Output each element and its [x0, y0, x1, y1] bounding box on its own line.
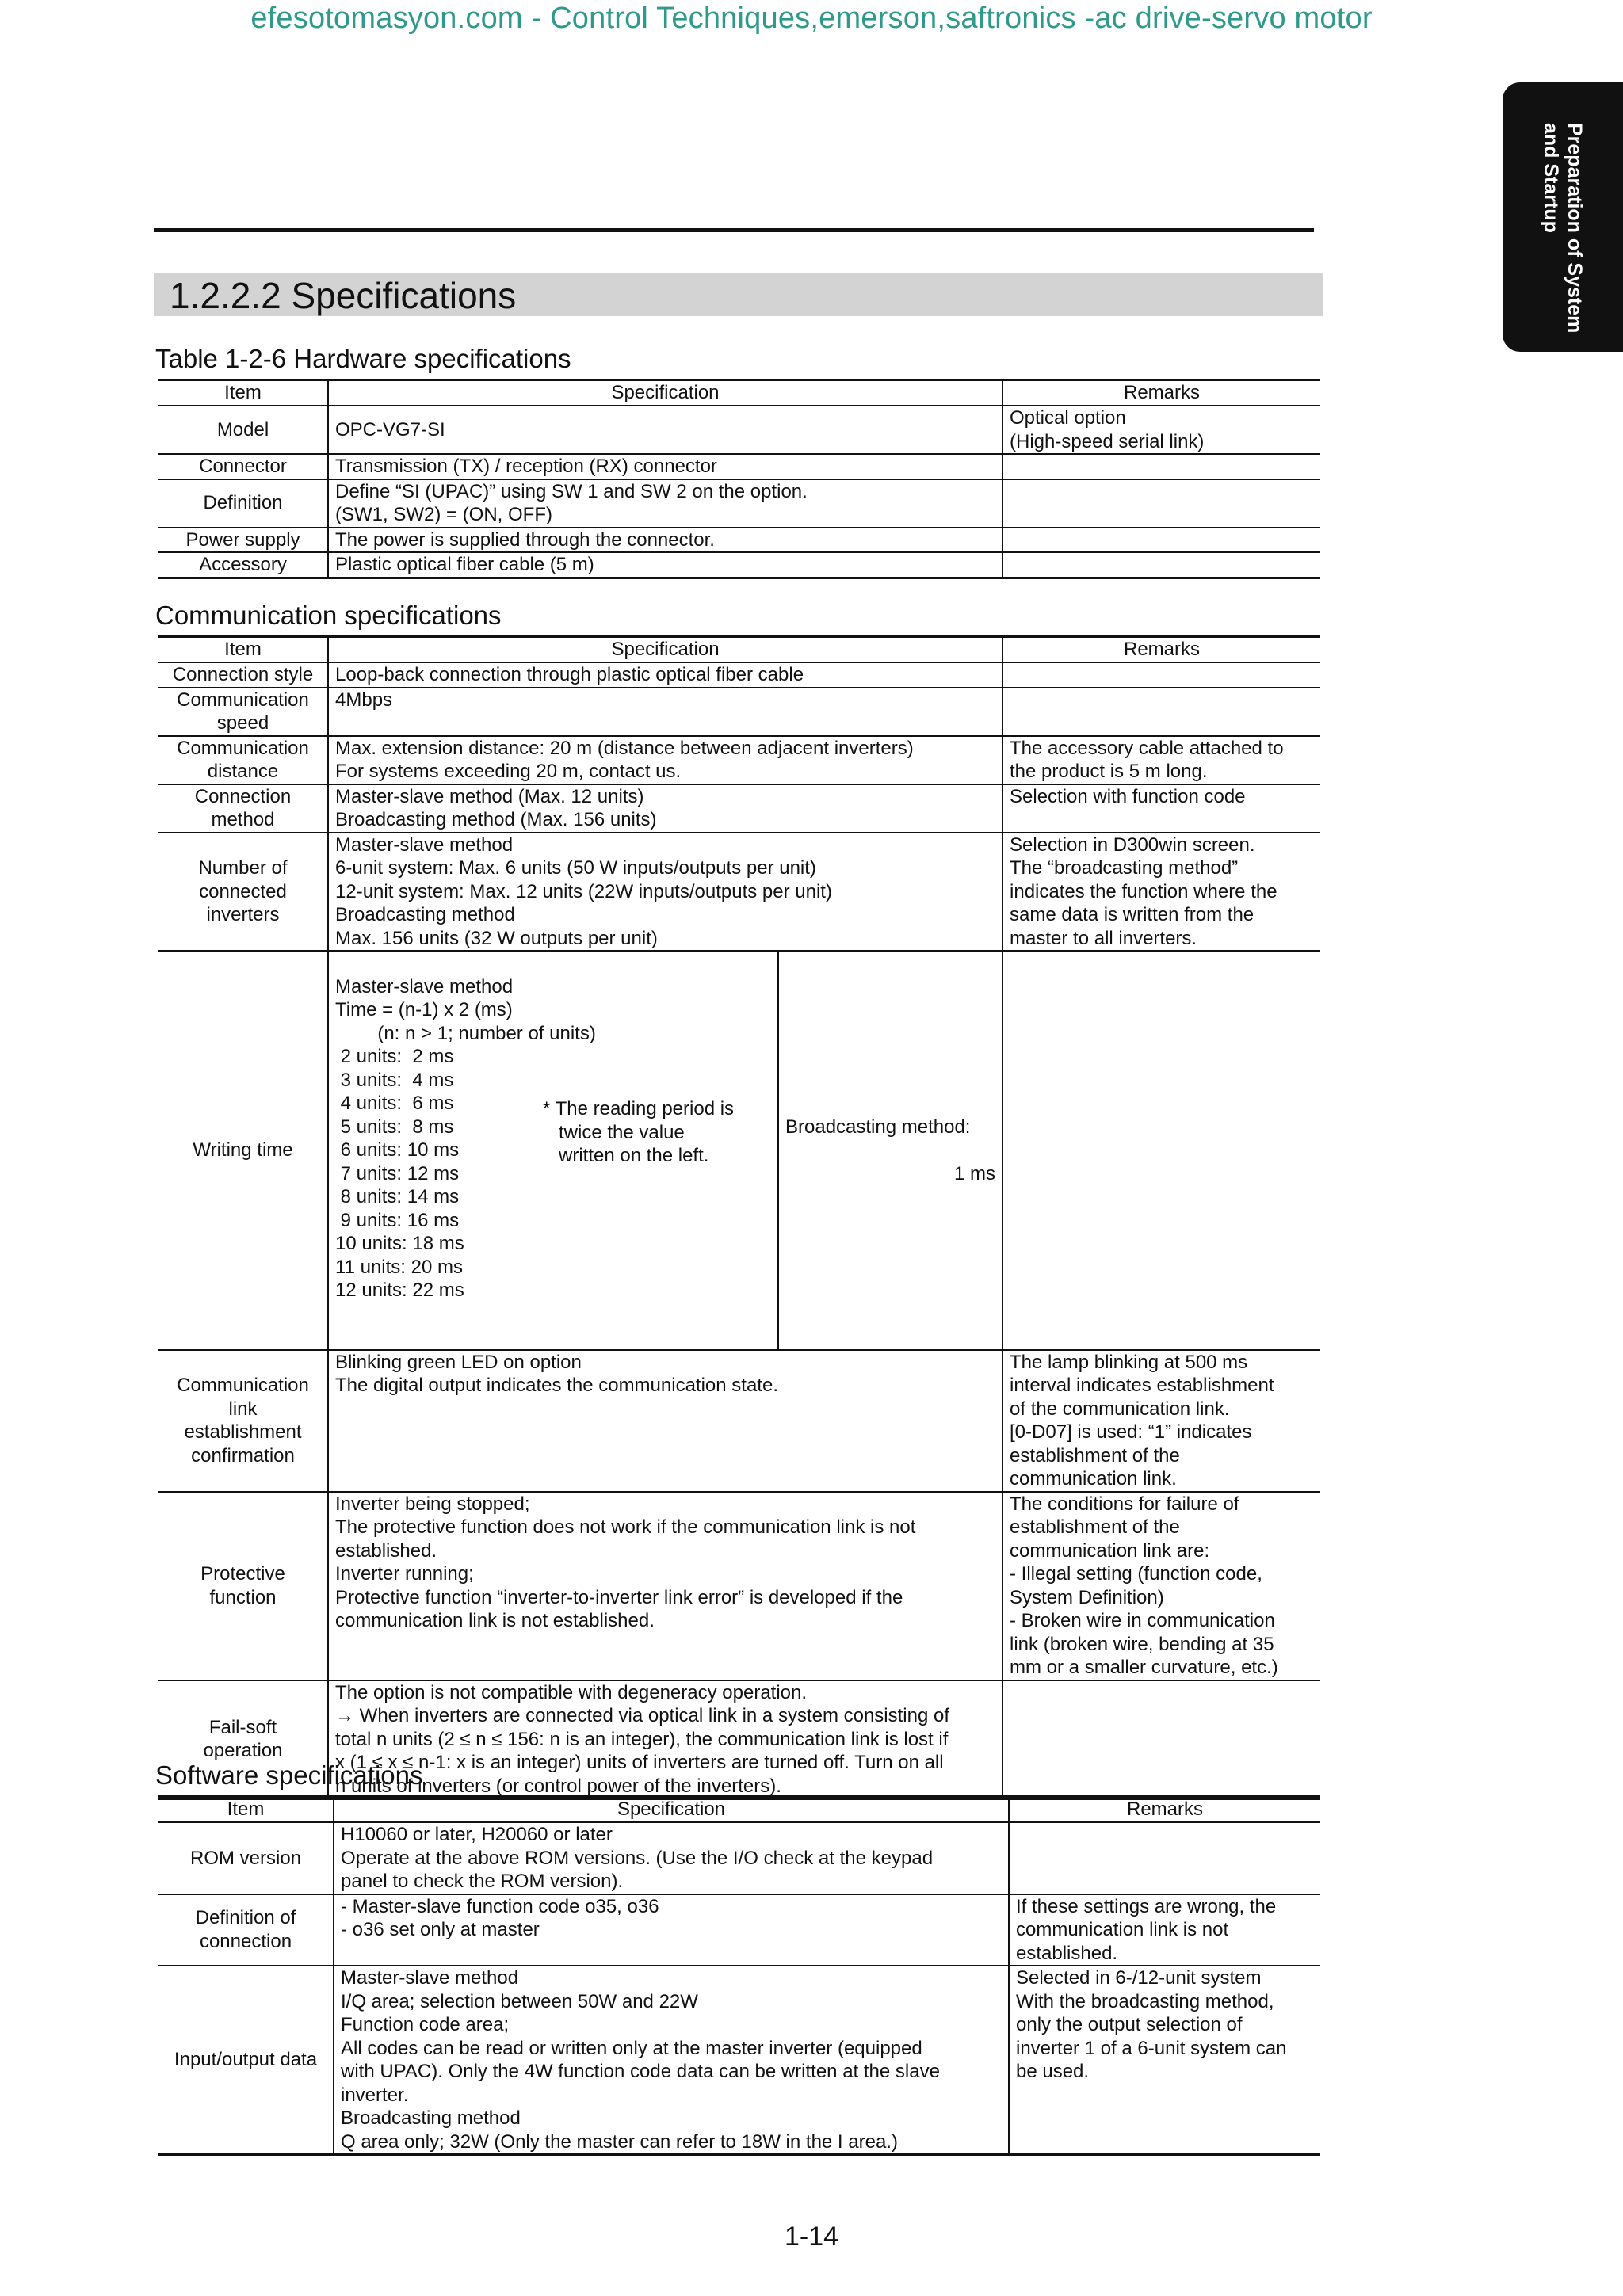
row-spec: The power is supplied through the connector. [328, 528, 1002, 553]
table-row [158, 736, 1320, 784]
header-remarks: Remarks [1009, 1797, 1320, 1823]
side-tab-label: Preparation of System and Startup [1540, 123, 1586, 334]
table-header-row [158, 1797, 1320, 1823]
row-remarks: The conditions for failure of establishment of the communication link are: - Illegal setting (function code, System Definition) - Broken wire in communication link (broken wire, bending at 35 mm or a smaller curvature, etc.) [1002, 1492, 1320, 1680]
row-spec: - Master-slave function code o35, o36 - o36 set only at master [334, 1894, 1009, 1966]
row-remarks: The lamp blinking at 500 ms interval indicates establishment of the communication link. [0-D07] is used: “1” indicates establishment of the communication link. [1002, 1350, 1320, 1492]
row-item: Definition of connection [158, 1894, 334, 1966]
table-row [158, 1966, 1320, 2155]
header-remarks: Remarks [1002, 637, 1320, 663]
row-spec: Blinking green LED on option The digital output indicates the communication state. [328, 1350, 1002, 1492]
row-item: Protective function [158, 1492, 328, 1680]
row-item: Communication distance [158, 736, 328, 784]
row-remarks [1009, 1822, 1320, 1894]
header-item: Item [158, 380, 328, 406]
row-item: Accessory [158, 552, 328, 578]
watermark-header: efesotomasyon.com - Control Techniques,emerson,saftronics -ac drive-servo motor [250, 2, 1373, 35]
table-row [158, 1492, 1320, 1680]
row-remarks: If these settings are wrong, the communication link is not established. [1009, 1894, 1320, 1966]
table-row [158, 528, 1320, 553]
row-item: Connector [158, 454, 328, 479]
reading-period-note: * The reading period is twice the value written on the left. [543, 1098, 735, 1166]
row-spec: Define “SI (UPAC)” using SW 1 and SW 2 on the option. (SW1, SW2) = (ON, OFF) [328, 479, 1002, 528]
row-remarks [1002, 662, 1320, 688]
row-remarks [1002, 688, 1320, 736]
broadcast-label: Broadcasting method: [785, 1116, 971, 1138]
table-header-row [158, 637, 1320, 663]
row-remarks [1002, 479, 1320, 528]
writing-time-master-slave [328, 951, 778, 1350]
header-specification: Specification [334, 1797, 1009, 1823]
row-item: Power supply [158, 528, 328, 553]
row-remarks: Selected in 6-/12-unit system With the broadcasting method, only the output selection of inverter 1 of a 6-unit system can be used. [1009, 1966, 1320, 2155]
row-item: Input/output data [158, 1966, 334, 2155]
communication-table-caption: Communication specifications [155, 601, 502, 630]
row-remarks [1002, 528, 1320, 553]
row-item: Communication speed [158, 688, 328, 736]
row-item: Model [158, 406, 328, 454]
communication-spec-table [158, 635, 1320, 1800]
section-title: 1.2.2.2 Specifications [170, 275, 517, 316]
row-spec: Plastic optical fiber cable (5 m) [328, 552, 1002, 578]
row-item: Definition [158, 479, 328, 528]
row-item: Writing time [158, 951, 328, 1350]
chapter-side-tab [1503, 82, 1623, 352]
broadcast-value: 1 ms [954, 1162, 996, 1184]
row-item: Connection style [158, 662, 328, 688]
header-remarks: Remarks [1002, 380, 1320, 406]
row-spec: OPC-VG7-SI [328, 406, 1002, 454]
software-spec-table [158, 1795, 1320, 2156]
table-row [158, 479, 1320, 528]
row-spec: The option is not compatible with degeneracy operation. → When inverters are connected via optical link in a system consisting of total n units (2 ≤ n ≤ 156: n is an integer), the communication link is lost if x (1 ≤ x ≤ n-1: x is an integer) units of inverters are turned off. Turn on all n units of inverters (or control power of the inverters). [328, 1680, 1002, 1799]
table-row [158, 662, 1320, 688]
row-remarks [1002, 552, 1320, 578]
row-spec: Master-slave method I/Q area; selection between 50W and 22W Function code area; All codes can be read or written only at the master inverter (equipped with UPAC). Only the 4W function code data can be written at the slave inverter. Broadcasting method Q area only; 32W (Only the master can refer to 18W in the I area.) [334, 1966, 1009, 2155]
table-row [158, 1894, 1320, 1966]
row-spec: 4Mbps [328, 688, 1002, 736]
table-row [158, 688, 1320, 736]
row-spec: Master-slave method 6-unit system: Max. 6 units (50 W inputs/outputs per unit) 12-unit system: Max. 12 units (22W inputs/outputs per unit) Broadcasting method Max. 156 units (32 W outputs per unit) [328, 833, 1002, 952]
table-row [158, 552, 1320, 578]
row-remarks: Optical option (High-speed serial link) [1002, 406, 1320, 454]
master-slave-times: Master-slave method Time = (n-1) x 2 (ms) (n: n > 1; number of units) 2 units: 2 ms 3 units: 4 ms 4 units: 6 ms 5 units: 8 ms 6 units: 10 ms 7 units: 12 ms 8 units: 14 ms 9 units: 16 ms 10 units: 18 ms 11 units: 20 ms 12 units: 22 ms [335, 975, 596, 1301]
table-row [158, 1822, 1320, 1894]
table-row [158, 406, 1320, 454]
header-specification: Specification [328, 380, 1002, 406]
table-row [158, 784, 1320, 833]
row-remarks [1002, 1680, 1320, 1799]
row-remarks [1002, 454, 1320, 479]
table-row [158, 454, 1320, 479]
page-number: 1-14 [784, 2222, 839, 2252]
row-remarks: Selection in D300win screen. The “broadcasting method” indicates the function where the same data is written from the master to all inverters. [1002, 833, 1320, 952]
row-item: Communication link establishment confirmation [158, 1350, 328, 1492]
section-heading-bar [154, 273, 1323, 316]
header-item: Item [158, 1797, 334, 1823]
table-row [158, 833, 1320, 952]
writing-time-row [158, 951, 1320, 1350]
writing-time-broadcast [778, 951, 1002, 1350]
header-specification: Specification [328, 637, 1002, 663]
row-spec: Inverter being stopped; The protective function does not work if the communication link is not established. Inverter running; Protective function “inverter-to-inverter link error” is developed if the communication link is not established. [328, 1492, 1002, 1680]
row-item: ROM version [158, 1822, 334, 1894]
hardware-spec-table [158, 379, 1320, 579]
row-remarks: The accessory cable attached to the product is 5 m long. [1002, 736, 1320, 784]
row-remarks [1002, 951, 1320, 1350]
header-item: Item [158, 637, 328, 663]
row-remarks: Selection with function code [1002, 784, 1320, 833]
row-item: Fail-soft operation [158, 1680, 328, 1799]
header-rule [154, 228, 1314, 232]
row-spec: Loop-back connection through plastic optical fiber cable [328, 662, 1002, 688]
table-header-row [158, 380, 1320, 406]
table-row [158, 1350, 1320, 1492]
hardware-table-caption: Table 1-2-6 Hardware specifications [155, 344, 571, 373]
row-item: Connection method [158, 784, 328, 833]
row-spec: Master-slave method (Max. 12 units) Broadcasting method (Max. 156 units) [328, 784, 1002, 833]
row-spec: Max. extension distance: 20 m (distance between adjacent inverters) For systems exceeding 20 m, contact us. [328, 736, 1002, 784]
software-table-caption: Software specifications [155, 1760, 423, 1790]
row-spec: Transmission (TX) / reception (RX) connector [328, 454, 1002, 479]
row-item: Number of connected inverters [158, 833, 328, 952]
row-spec: H10060 or later, H20060 or later Operate at the above ROM versions. (Use the I/O check at the keypad panel to check the ROM version). [334, 1822, 1009, 1894]
